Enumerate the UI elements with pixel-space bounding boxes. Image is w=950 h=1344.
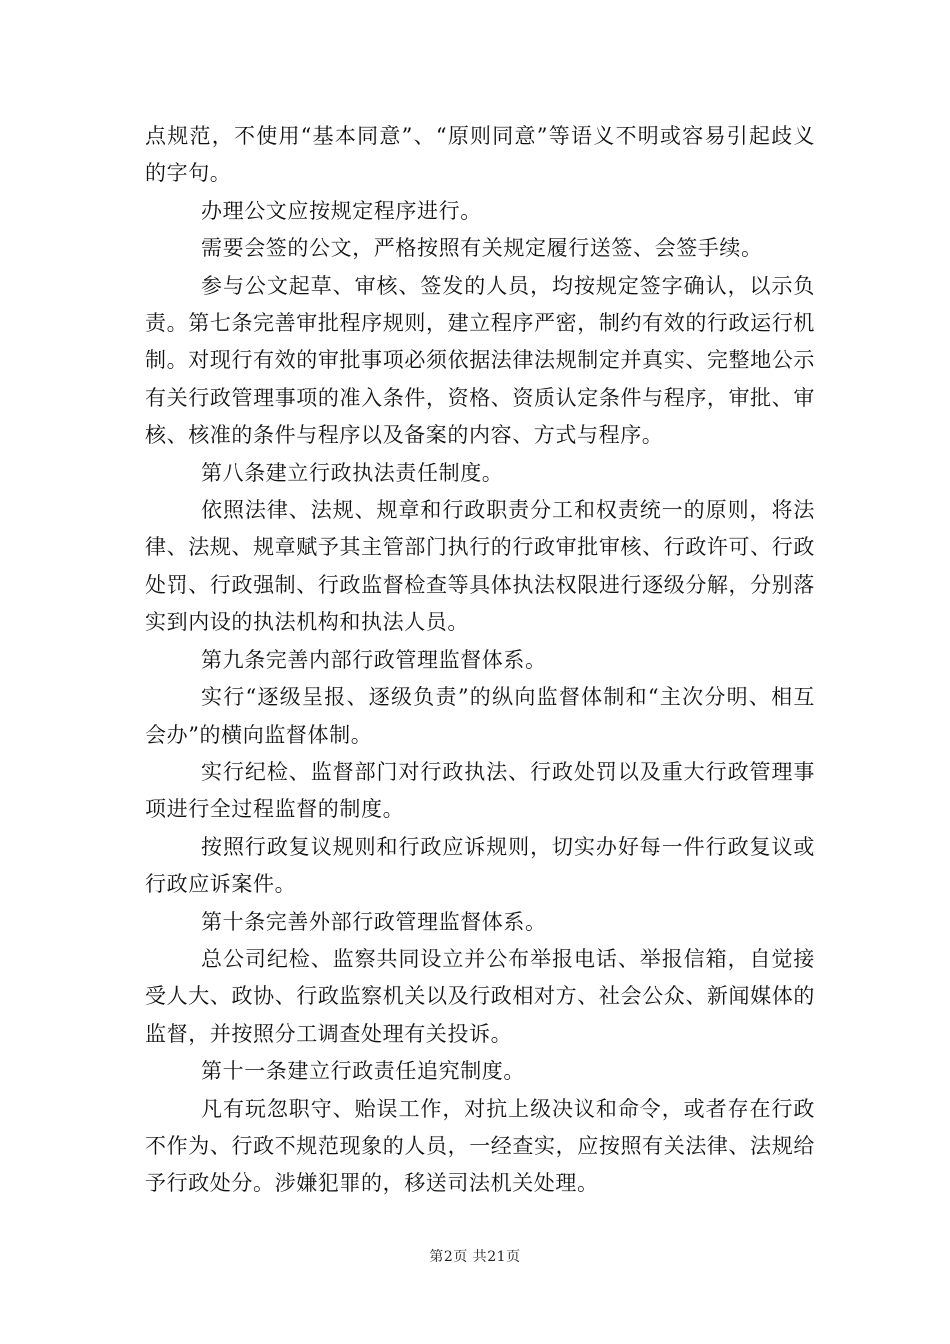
document-body <box>145 118 815 1203</box>
paragraph: 依照法律、法规、规章和行政职责分工和权责统一的原则，将法律、法规、规章赋予其主管部门执行的行政审批审核、行政许可、行政处罚、行政强制、行政监督检查等具体执法权限进行逐级分解，分别落实到内设的执法机构和执法人员。 <box>145 498 815 635</box>
article-heading: 第十条完善外部行政管理监督体系。 <box>201 909 547 934</box>
paragraph: 按照行政复议规则和行政应诉规则，切实办好每一件行政复议或行政应诉案件。 <box>145 834 815 897</box>
current-page-number: 2 <box>443 1249 454 1265</box>
paragraph: 实行纪检、监督部门对行政执法、行政处罚以及重大行政管理事项进行全过程监督的制度。 <box>145 759 815 822</box>
paragraph: 总公司纪检、监察共同设立并公布举报电话、举报信箱，自觉接受人大、政协、行政监察机关以及行政相对方、社会公众、新闻媒体的监督，并按照分工调查处理有关投诉。 <box>145 946 815 1046</box>
paragraph: 凡有玩忽职守、贻误工作，对抗上级决议和命令，或者存在行政不作为、行政不规范现象的人员，一经查实，应按照有关法律、法规给予行政处分。涉嫌犯罪的，移送司法机关处理。 <box>145 1096 815 1196</box>
page-number-footer <box>0 1246 950 1266</box>
footer-middle: 页 共 <box>453 1249 488 1265</box>
article-heading: 第十一条建立行政责任追究制度。 <box>201 1059 525 1084</box>
article-heading: 第九条完善内部行政管理监督体系。 <box>201 647 547 672</box>
paragraph: 点规范，不使用“基本同意”、“原则同意”等语义不明或容易引起歧义的字句。 <box>145 124 815 186</box>
paragraph: 实行“逐级呈报、逐级负责”的纵向监督体制和“主次分明、相互会办”的横向监督体制。 <box>145 685 815 747</box>
footer-suffix: 页 <box>506 1249 521 1265</box>
footer-prefix: 第 <box>429 1249 444 1265</box>
paragraph: 参与公文起草、审核、签发的人员，均按规定签字确认，以示负责。第七条完善审批程序规则，建立程序严密，制约有效的行政运行机制。对现行有效的审批事项必须依据法律法规制定并真实、完整地公示有关行政管理事项的准入条件，资格、资质认定条件与程序，审批、审核、核准的条件与程序以及备案的内容、方式与程序。 <box>145 273 815 448</box>
article-heading: 第八条建立行政执法责任制度。 <box>201 460 504 485</box>
paragraph: 办理公文应按规定程序进行。 <box>201 198 482 223</box>
paragraph: 需要会签的公文，严格按照有关规定履行送签、会签手续。 <box>201 236 763 261</box>
total-page-count: 21 <box>487 1249 507 1265</box>
